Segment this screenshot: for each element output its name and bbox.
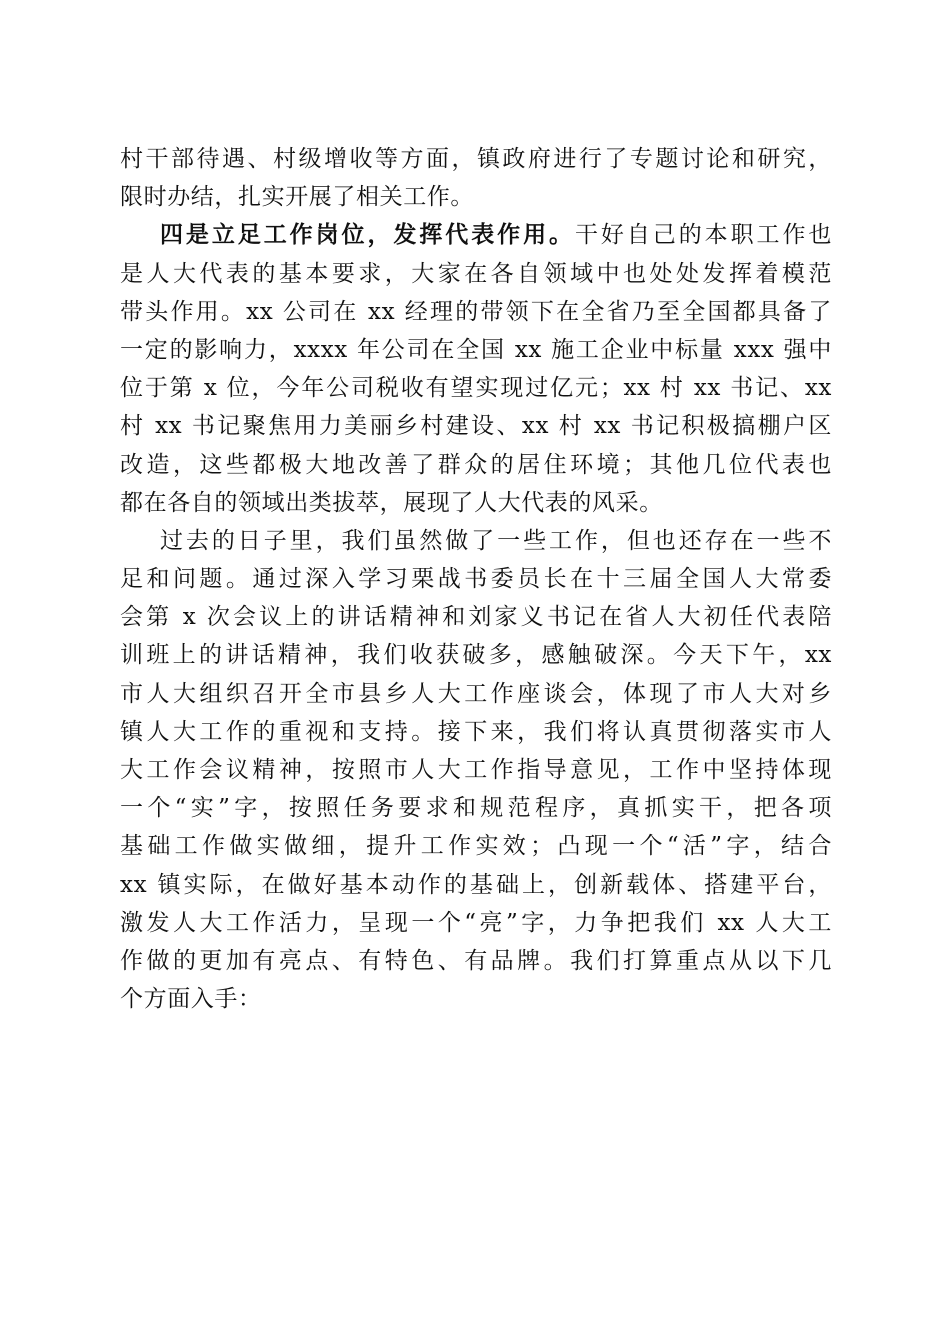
paragraph-line: 市人大组织召开全市县乡人大工作座谈会，体现了市人大对乡 [120, 680, 832, 707]
paragraph-line: 是人大代表的基本要求，大家在各自领域中也处处发挥着模范 [120, 260, 832, 287]
paragraph-line: 大工作会议精神，按照市人大工作指导意见，工作中坚持体现 [120, 757, 832, 783]
paragraph-line: 村干部待遇、村级增收等方面，镇政府进行了专题讨论和研究， [120, 146, 832, 172]
paragraph-line: 足和问题。通过深入学习栗战书委员长在十三届全国人大常委 [120, 566, 832, 593]
paragraph-line: 镇人大工作的重视和支持。接下来，我们将认真贯彻落实市人 [120, 718, 832, 745]
paragraph-line: 改造，这些都极大地改善了群众的居住环境；其他几位代表也 [120, 451, 832, 478]
document-body [120, 140, 832, 1018]
paragraph-line: xx 镇实际，在做好基本动作的基础上，创新载体、搭建平台， [120, 871, 832, 898]
paragraph-line: 激发人大工作活力，呈现一个“亮”字，力争把我们 xx 人大工 [120, 909, 832, 936]
paragraph-line: 村 xx 书记聚焦用力美丽乡村建设、xx 村 xx 书记积极搞棚户区 [120, 413, 832, 440]
paragraph-line: 个方面入手： [120, 986, 262, 1013]
paragraph-line-with-heading [120, 216, 832, 254]
paragraph-line: 会第 x 次会议上的讲话精神和刘家义书记在省人大初任代表陪 [120, 604, 832, 631]
paragraph-line: 一个“实”字，按照任务要求和规范程序，真抓实干，把各项 [120, 795, 832, 822]
paragraph-line: 带头作用。xx 公司在 xx 经理的带领下在全省乃至全国都具备了 [120, 298, 832, 325]
paragraph-line: 作做的更加有亮点、有特色、有品牌。我们打算重点从以下几 [120, 947, 832, 974]
paragraph-line: 限时办结，扎实开展了相关工作。 [120, 184, 474, 211]
paragraph-line: 一定的影响力，xxxx 年公司在全国 xx 施工企业中标量 xxx 强中 [120, 336, 832, 363]
paragraph-line: 基础工作做实做细，提升工作实效；凸现一个“活”字，结合 [120, 833, 832, 860]
paragraph-line: 训班上的讲话精神，我们收获破多，感触破深。今天下午，xx [120, 642, 832, 669]
paragraph-line: 都在各自的领域出类拔萃，展现了人大代表的风采。 [120, 489, 663, 516]
paragraph-line: 过去的日子里，我们虽然做了一些工作，但也还存在一些不 [160, 527, 832, 554]
paragraph-line: 位于第 x 位，今年公司税收有望实现过亿元；xx 村 xx 书记、xx [120, 375, 832, 402]
paragraph-line-continuation: 干好自己的本职工作也 [574, 222, 832, 249]
section-heading: 四是立足工作岗位，发挥代表作用。 [160, 221, 575, 249]
